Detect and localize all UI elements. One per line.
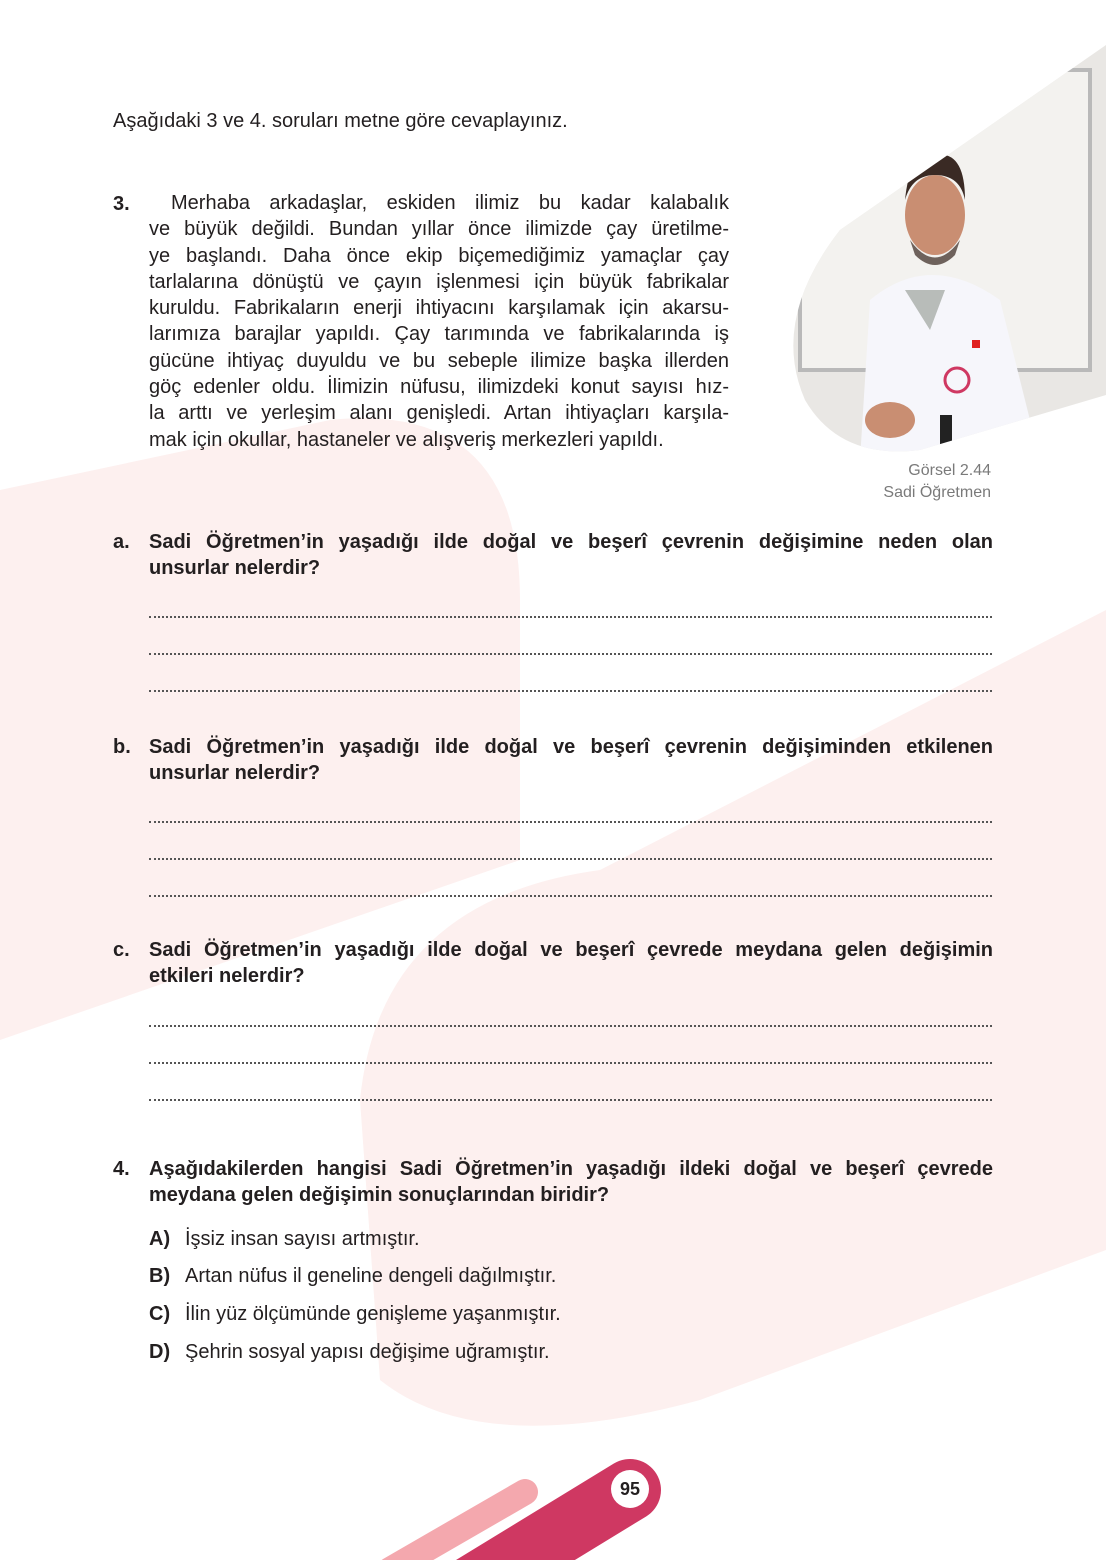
question-3-number: 3. (113, 193, 130, 215)
passage-line: kuruldu. Fabrikaların enerji ihtiyacını karşılamak için akarsu- (149, 297, 729, 320)
passage-line: ye başlandı. Daha önce ekip biçemediğimiz yamaçlar çay (149, 244, 729, 267)
photo-caption (883, 460, 991, 504)
answer-line[interactable] (149, 1025, 992, 1027)
subquestion-text: etkileri nelerdir? (149, 965, 305, 987)
page-number: 95 (611, 1470, 649, 1508)
subquestion-a (113, 529, 993, 581)
caption-name: Sadi Öğretmen (883, 484, 991, 501)
passage-line: larımıza barajlar yapıldı. Çay tarımında ve fabrikalarında iş (149, 323, 729, 346)
option-b[interactable] (149, 1265, 556, 1288)
subquestion-text: Sadi Öğretmen’in yaşadığı ilde doğal ve beşerî çevrenin değişimine neden olan (149, 531, 993, 553)
passage-line: göç edenler oldu. İlimizin nüfusu, ilimizdeki konut sayısı hız- (149, 376, 729, 399)
option-a[interactable] (149, 1228, 420, 1251)
option-text: İşsiz insan sayısı artmıştır. (185, 1228, 420, 1250)
teacher-photo (760, 30, 1106, 470)
answer-line[interactable] (149, 1099, 992, 1101)
question-4 (113, 1156, 993, 1208)
subquestion-c (113, 937, 993, 989)
subquestion-text: unsurlar nelerdir? (149, 557, 321, 579)
instructions: Aşağıdaki 3 ve 4. soruları metne göre cevaplayınız. (113, 110, 568, 132)
subquestion-text: unsurlar nelerdir? (149, 762, 321, 784)
option-d[interactable] (149, 1341, 550, 1364)
option-key: C) (149, 1303, 171, 1325)
answer-line[interactable] (149, 653, 992, 655)
subquestion-b (113, 734, 993, 786)
passage-line: mak için okullar, hastaneler ve alışveriş merkezleri yapıldı. (149, 428, 664, 451)
option-text: İlin yüz ölçümünde genişleme yaşanmıştır. (185, 1303, 561, 1325)
option-text: Artan nüfus il geneline dengeli dağılmıştır. (185, 1265, 557, 1287)
option-c[interactable] (149, 1303, 561, 1326)
subquestion-label: c. (113, 939, 130, 961)
passage-line: Merhaba arkadaşlar, eskiden ilimiz bu kadar kalabalık (171, 192, 729, 214)
subquestion-text: Sadi Öğretmen’in yaşadığı ilde doğal ve beşerî çevrede meydana gelen değişimin (149, 939, 993, 961)
subquestion-label: b. (113, 736, 131, 758)
page-number-ribbon (390, 1490, 630, 1560)
option-key: D) (149, 1341, 171, 1363)
answer-line[interactable] (149, 690, 992, 692)
option-key: B) (149, 1265, 171, 1287)
question-text: meydana gelen değişimin sonuçlarından biridir? (149, 1184, 610, 1206)
passage-line: gücüne ihtiyaç duyuldu ve bu sebeple ilimize başka illerden (149, 349, 729, 372)
passage-line: tarlalarına dönüştü ve çayın işlenmesi için büyük fabrikalar (149, 270, 729, 293)
question-3-passage (149, 190, 729, 453)
subquestion-text: Sadi Öğretmen’in yaşadığı ilde doğal ve beşerî çevrenin değişiminden etkilenen (149, 736, 993, 758)
answer-line[interactable] (149, 858, 992, 860)
answer-line[interactable] (149, 895, 992, 897)
question-text: Aşağıdakilerden hangisi Sadi Öğretmen’in yaşadığı ildeki doğal ve beşerî çevrede (149, 1158, 993, 1180)
option-key: A) (149, 1228, 171, 1250)
answer-line[interactable] (149, 1062, 992, 1064)
answer-line[interactable] (149, 616, 992, 618)
question-4-number: 4. (113, 1158, 130, 1180)
option-text: Şehrin sosyal yapısı değişime uğramıştır. (185, 1341, 550, 1363)
passage-line: ve büyük değildi. Bundan yıllar önce ilimizde çay üretilme- (149, 218, 729, 241)
passage-line: la arttı ve yerleşim alanı genişledi. Artan ihtiyaçları karşıla- (149, 402, 729, 425)
answer-line[interactable] (149, 821, 992, 823)
subquestion-label: a. (113, 531, 130, 553)
caption-figure-number: Görsel 2.44 (908, 462, 991, 479)
